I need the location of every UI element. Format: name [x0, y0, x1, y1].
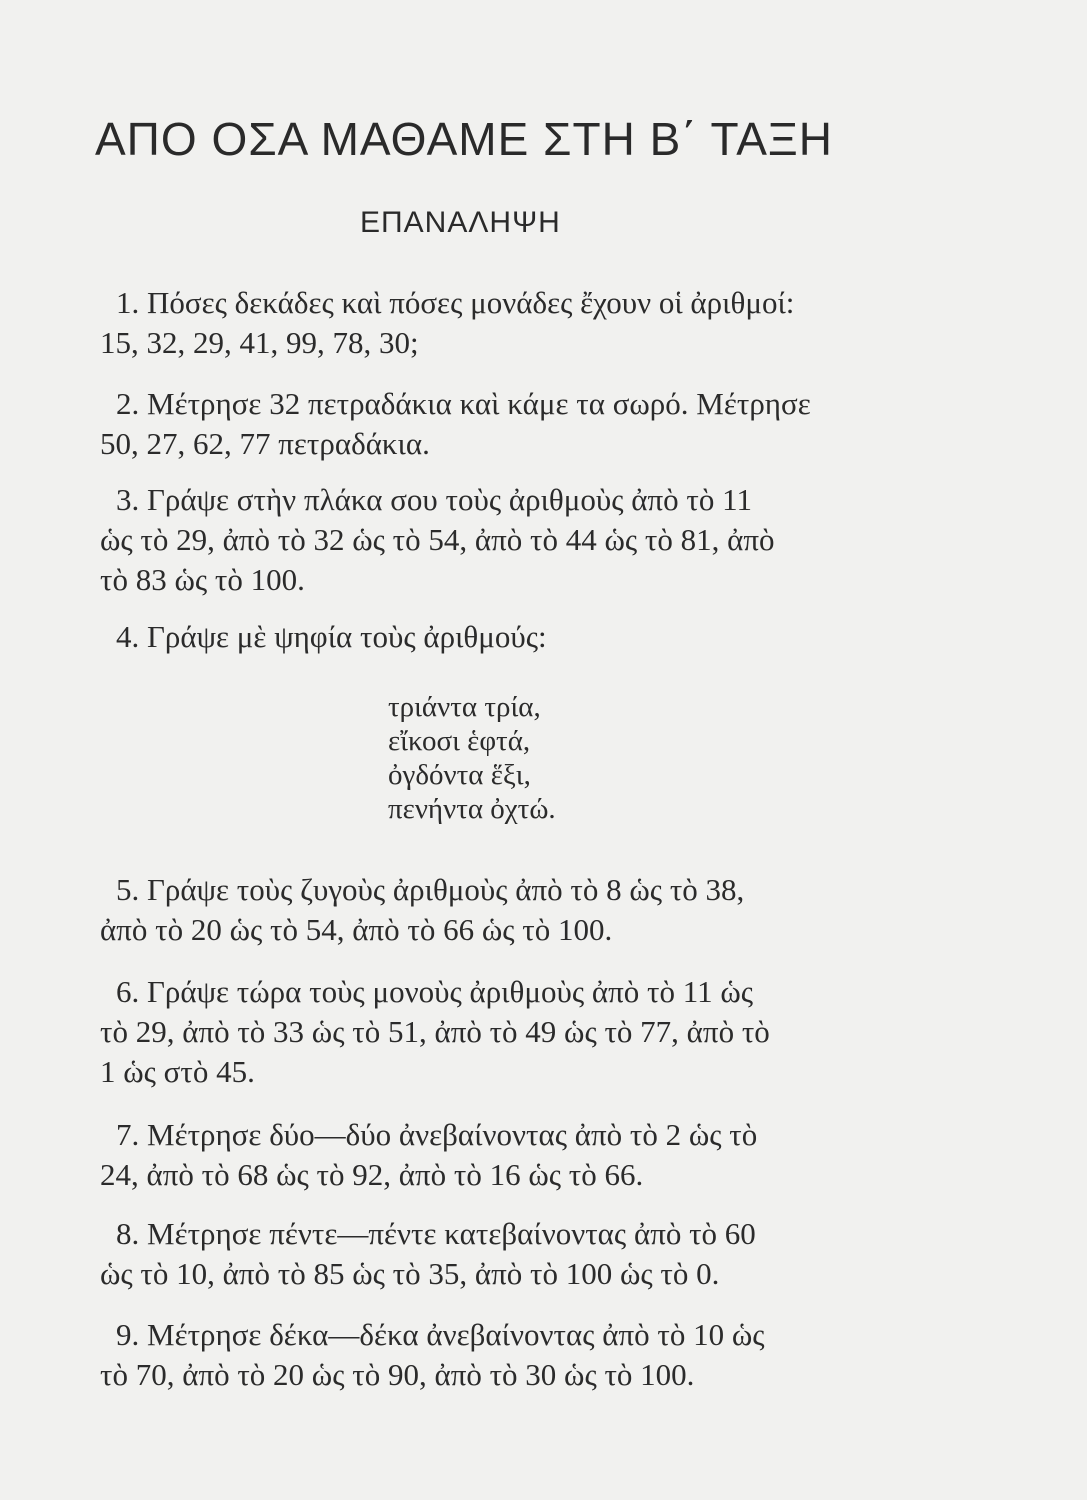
- page-title: ΑΠΟ ΟΣΑ ΜΑΘΑΜΕ ΣΤΗ Β΄ ΤΑΞΗ: [95, 113, 834, 165]
- exercise-4: [100, 617, 890, 657]
- exercise-line: 5. Γράψε τοὺς ζυγοὺς ἀριθμοὺς ἀπὸ τὸ 8 ὡς τὸ 38,: [116, 872, 745, 907]
- exercise-line: 8. Μέτρησε πέντε—πέντε κατεβαίνοντας ἀπὸ τὸ 60: [116, 1216, 756, 1251]
- exercise-7: [100, 1115, 890, 1195]
- number-word: πενήντα ὀχτώ.: [388, 793, 556, 825]
- exercise-8: [100, 1214, 890, 1294]
- exercise-line: 6. Γράψε τώρα τοὺς μονοὺς ἀριθμοὺς ἀπὸ τὸ 11 ὡς: [116, 974, 753, 1009]
- number-word: εἴκοσι ἑφτά,: [388, 725, 531, 757]
- exercise-2: [100, 384, 890, 464]
- number-words-list: [388, 690, 788, 826]
- exercise-line: 1 ὡς στὸ 45.: [100, 1054, 255, 1089]
- exercise-line: 2. Μέτρησε 32 πετραδάκια καὶ κάμε τα σωρό. Μέτρησε: [116, 386, 811, 421]
- number-word: ὀγδόντα ἕξι,: [388, 759, 531, 791]
- exercise-9: [100, 1315, 890, 1395]
- exercise-line: τὸ 70, ἀπὸ τὸ 20 ὡς τὸ 90, ἀπὸ τὸ 30 ὡς τὸ 100.: [100, 1357, 695, 1392]
- exercise-line: ἀπὸ τὸ 20 ὡς τὸ 54, ἀπὸ τὸ 66 ὡς τὸ 100.: [100, 912, 613, 947]
- exercise-3: [100, 480, 890, 600]
- exercise-1: [100, 283, 890, 363]
- exercise-line: τὸ 83 ὡς τὸ 100.: [100, 562, 305, 597]
- exercise-line: ὡς τὸ 29, ἀπὸ τὸ 32 ὡς τὸ 54, ἀπὸ τὸ 44 ὡς τὸ 81, ἀπὸ: [100, 522, 775, 557]
- exercise-line: 24, ἀπὸ τὸ 68 ὡς τὸ 92, ἀπὸ τὸ 16 ὡς τὸ 66.: [100, 1157, 644, 1192]
- exercise-line: 9. Μέτρησε δέκα—δέκα ἀνεβαίνοντας ἀπὸ τὸ 10 ὡς: [116, 1317, 765, 1352]
- exercise-6: [100, 972, 890, 1092]
- page-subtitle: ΕΠΑΝΑΛΗΨΗ: [360, 206, 561, 239]
- exercise-5: [100, 870, 890, 950]
- exercise-line: 1. Πόσες δεκάδες καὶ πόσες μονάδες ἔχουν οἱ ἀριθμοί:: [116, 285, 795, 320]
- exercise-line: 3. Γράψε στὴν πλάκα σου τοὺς ἀριθμοὺς ἀπὸ τὸ 11: [116, 482, 752, 517]
- exercise-line: 50, 27, 62, 77 πετραδάκια.: [100, 426, 430, 461]
- number-word: τριάντα τρία,: [388, 691, 541, 723]
- exercise-line: 4. Γράψε μὲ ψηφία τοὺς ἀριθμούς:: [116, 619, 547, 654]
- exercise-line: 7. Μέτρησε δύο—δύο ἀνεβαίνοντας ἀπὸ τὸ 2 ὡς τὸ: [116, 1117, 758, 1152]
- exercise-line: τὸ 29, ἀπὸ τὸ 33 ὡς τὸ 51, ἀπὸ τὸ 49 ὡς τὸ 77, ἀπὸ τὸ: [100, 1014, 770, 1049]
- exercise-line: 15, 32, 29, 41, 99, 78, 30;: [100, 325, 419, 360]
- exercise-line: ὡς τὸ 10, ἀπὸ τὸ 85 ὡς τὸ 35, ἀπὸ τὸ 100 ὡς τὸ 0.: [100, 1256, 720, 1291]
